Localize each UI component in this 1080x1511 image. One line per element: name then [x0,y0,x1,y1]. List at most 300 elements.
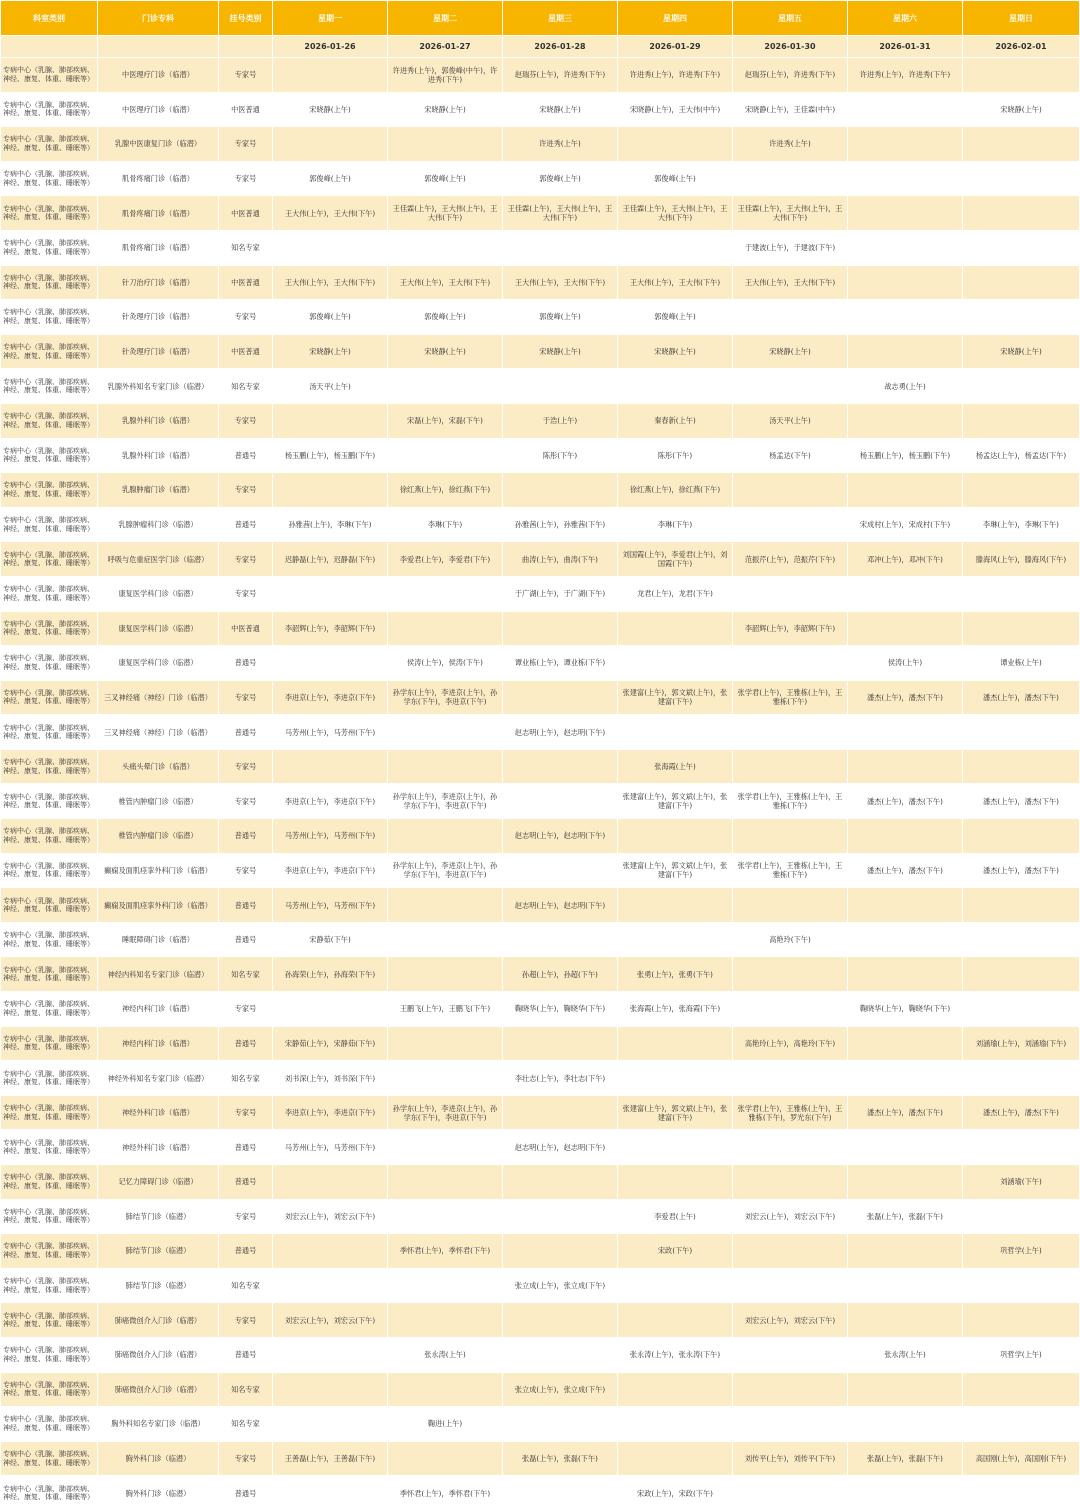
table-row [1,161,1080,196]
schedule-cell [963,611,1080,646]
schedule-cell: 孙海荣(上午)，孙海荣(下午) [273,957,388,992]
date-cell: 2026-01-27 [388,36,503,58]
schedule-cell: 王鹏飞(上午)，王鹏飞(下午) [388,992,503,1027]
registration-type-cell: 中医普通 [219,92,273,127]
schedule-cell: 张建富(上午)，郭文斌(上午)，张建富(下午) [618,1095,733,1130]
schedule-cell [848,1061,963,1096]
table-row [1,92,1080,127]
schedule-cell: 高艳玲(上午)，高艳玲(下午) [733,1026,848,1061]
schedule-cell [963,265,1080,300]
schedule-cell: 李琳(上午)，李琳(下午) [963,507,1080,542]
header-registration-type: 挂号类别 [219,1,273,36]
schedule-cell [848,715,963,750]
schedule-cell [273,1268,388,1303]
dept-category-cell: 专病中心（乳腺、肺部疾病、神经、康复、体重、睡眠等） [1,680,98,715]
schedule-cell: 王大伟(上午)，王大伟(下午) [503,265,618,300]
registration-type-cell: 专家号 [219,127,273,162]
table-row [1,403,1080,438]
date-cell: 2026-01-28 [503,36,618,58]
registration-type-cell: 中医普通 [219,611,273,646]
schedule-cell: 宋政(下午) [618,1234,733,1269]
schedule-cell: 孙学东(上午)，李进京(上午)，孙学东(下午)，李进京(下午) [388,680,503,715]
schedule-cell [273,1337,388,1372]
schedule-cell: 张学君(上午)，王雅栋(上午)，王雅栋(下午) [733,853,848,888]
schedule-cell [618,922,733,957]
schedule-cell [388,1441,503,1476]
schedule-cell: 孙雅茜(上午)，李琳(下午) [273,507,388,542]
schedule-cell [733,576,848,611]
dept-category-cell: 专病中心（乳腺、肺部疾病、神经、康复、体重、睡眠等） [1,1130,98,1165]
schedule-cell [273,127,388,162]
schedule-cell: 孙学东(上午)，李进京(上午)，孙学东(下午)，李进京(下午) [388,1095,503,1130]
table-row [1,507,1080,542]
schedule-cell: 于广湖(上午)，于广湖(下午) [503,576,618,611]
dept-category-cell: 专病中心（乳腺、肺部疾病、神经、康复、体重、睡眠等） [1,1337,98,1372]
schedule-cell [848,1130,963,1165]
dept-category-cell: 专病中心（乳腺、肺部疾病、神经、康复、体重、睡眠等） [1,1476,98,1511]
dept-category-cell: 专病中心（乳腺、肺部疾病、神经、康复、体重、睡眠等） [1,888,98,923]
schedule-cell [388,749,503,784]
registration-type-cell: 知名专家 [219,1061,273,1096]
schedule-cell [503,1199,618,1234]
schedule-cell [733,507,848,542]
schedule-cell [388,1303,503,1338]
registration-type-cell: 专家号 [219,853,273,888]
schedule-cell [273,1372,388,1407]
dept-category-cell: 专病中心（乳腺、肺部疾病、神经、康复、体重、睡眠等） [1,369,98,404]
schedule-cell [963,922,1080,957]
schedule-cell [503,473,618,508]
registration-type-cell: 普通号 [219,819,273,854]
registration-type-cell: 专家号 [219,542,273,577]
schedule-cell [273,403,388,438]
schedule-cell [733,819,848,854]
schedule-cell: 陈彤(下午) [503,438,618,473]
schedule-cell: 孙学东(上午)，李进京(上午)，孙学东(下午)，李进京(下午) [388,853,503,888]
dept-category-cell: 专病中心（乳腺、肺部疾病、神经、康复、体重、睡眠等） [1,58,98,93]
table-row [1,1199,1080,1234]
schedule-cell: 徐红燕(上午)，徐红燕(下午) [618,473,733,508]
schedule-cell: 王佳霖(上午)，王大伟(上午)，王大伟(下午) [618,196,733,231]
schedule-cell: 张建富(上午)，郭文斌(上午)，张建富(下午) [618,784,733,819]
schedule-cell [388,1026,503,1061]
registration-type-cell: 专家号 [219,161,273,196]
schedule-cell [848,196,963,231]
schedule-cell: 侯涛(上午)，侯涛(下午) [388,646,503,681]
schedule-cell [733,1476,848,1511]
registration-type-cell: 专家号 [219,576,273,611]
schedule-cell: 张海霞(上午)，张海霞(下午) [618,992,733,1027]
schedule-cell [963,369,1080,404]
clinic-cell: 神经外科门诊（临潜） [98,1095,219,1130]
schedule-cell [848,92,963,127]
schedule-cell [388,957,503,992]
table-row [1,1268,1080,1303]
schedule-cell: 刘宏云(上午)，刘宏云(下午) [273,1303,388,1338]
schedule-cell [618,1303,733,1338]
dept-category-cell: 专病中心（乳腺、肺部疾病、神经、康复、体重、睡眠等） [1,1268,98,1303]
schedule-cell [388,1199,503,1234]
schedule-cell: 王大伟(上午)，王大伟(下午) [273,265,388,300]
schedule-cell: 许进秀(上午) [503,127,618,162]
registration-type-cell: 普通号 [219,1130,273,1165]
dept-category-cell: 专病中心（乳腺、肺部疾病、神经、康复、体重、睡眠等） [1,784,98,819]
registration-type-cell: 专家号 [219,749,273,784]
schedule-cell: 杨玉鹏(上午)，杨玉鹏(下午) [273,438,388,473]
schedule-cell: 刘涵瑜(下午) [963,1165,1080,1200]
schedule-cell [618,1268,733,1303]
schedule-cell [273,1407,388,1442]
registration-type-cell: 知名专家 [219,1268,273,1303]
schedule-cell [848,576,963,611]
schedule-cell [503,1234,618,1269]
registration-type-cell: 知名专家 [219,230,273,265]
registration-type-cell: 普通号 [219,1337,273,1372]
schedule-cell [963,473,1080,508]
schedule-cell [963,1303,1080,1338]
schedule-cell [618,611,733,646]
table-header [1,1,1080,36]
registration-type-cell: 知名专家 [219,957,273,992]
schedule-cell: 孙雅茜(上午)，孙雅茜(下午) [503,507,618,542]
schedule-cell [273,646,388,681]
schedule-cell [733,473,848,508]
schedule-cell [503,853,618,888]
table-row [1,819,1080,854]
schedule-cell [963,819,1080,854]
schedule-cell [388,888,503,923]
schedule-cell [848,1234,963,1269]
schedule-cell [963,888,1080,923]
schedule-cell [848,265,963,300]
table-row [1,542,1080,577]
schedule-cell: 赵志明(上午)，赵志明(下午) [503,888,618,923]
dept-category-cell: 专病中心（乳腺、肺部疾病、神经、康复、体重、睡眠等） [1,334,98,369]
schedule-cell [848,1165,963,1200]
schedule-cell: 潘杰(上午)，潘杰(下午) [963,680,1080,715]
schedule-cell: 王佳霖(上午)，王大伟(上午)，王大伟(下午) [388,196,503,231]
schedule-cell [963,1476,1080,1511]
schedule-cell [733,1061,848,1096]
table-row [1,1095,1080,1130]
schedule-cell: 李韶辉(上午)，李韶辉(下午) [733,611,848,646]
schedule-cell [388,715,503,750]
schedule-cell: 于浩(上午) [503,403,618,438]
schedule-cell [963,127,1080,162]
schedule-cell [618,888,733,923]
date-cell-blank [219,36,273,58]
schedule-cell: 徐红燕(上午)，徐红燕(下午) [388,473,503,508]
schedule-cell [503,1303,618,1338]
schedule-cell [733,1130,848,1165]
schedule-cell [618,646,733,681]
dept-category-cell: 专病中心（乳腺、肺部疾病、神经、康复、体重、睡眠等） [1,1199,98,1234]
dept-category-cell: 专病中心（乳腺、肺部疾病、神经、康复、体重、睡眠等） [1,230,98,265]
schedule-cell: 王大伟(上午)，王大伟(下午) [273,196,388,231]
schedule-cell: 刘传平(上午)，刘传平(下午) [733,1441,848,1476]
schedule-cell: 张建富(上午)，郭文斌(上午)，张建富(下午) [618,853,733,888]
schedule-cell [963,300,1080,335]
table-row [1,300,1080,335]
schedule-cell: 鞠晓华(上午)，鞠晓华(下午) [848,992,963,1027]
schedule-cell [503,230,618,265]
table-row [1,230,1080,265]
schedule-cell: 王大伟(上午)，王大伟(下午) [618,265,733,300]
schedule-cell: 王佳霖(上午)，王大伟(上午)，王大伟(下午) [733,196,848,231]
schedule-cell: 李韶辉(上午)，李韶辉(下午) [273,611,388,646]
schedule-cell [273,749,388,784]
dept-category-cell: 专病中心（乳腺、肺部疾病、神经、康复、体重、睡眠等） [1,819,98,854]
table-row [1,1372,1080,1407]
schedule-cell [503,611,618,646]
schedule-cell [733,646,848,681]
schedule-cell: 巩哲学(上午) [963,1234,1080,1269]
schedule-cell [618,369,733,404]
schedule-cell [273,576,388,611]
schedule-cell: 季怀君(上午)，季怀君(下午) [388,1234,503,1269]
schedule-cell [388,438,503,473]
schedule-cell [733,888,848,923]
schedule-cell [618,1441,733,1476]
table-row [1,438,1080,473]
registration-type-cell: 专家号 [219,784,273,819]
schedule-cell [733,1337,848,1372]
clinic-cell: 肺癌微创介入门诊（临潜） [98,1372,219,1407]
date-cell: 2026-01-30 [733,36,848,58]
schedule-cell [618,1372,733,1407]
schedule-cell [388,369,503,404]
schedule-cell [388,1130,503,1165]
clinic-cell: 康复医学科门诊（临潜） [98,611,219,646]
schedule-cell: 李进京(上午)，李进京(下午) [273,1095,388,1130]
registration-type-cell: 中医普通 [219,265,273,300]
schedule-cell [503,680,618,715]
table-row [1,680,1080,715]
schedule-cell [963,957,1080,992]
table-row [1,646,1080,681]
table-row [1,265,1080,300]
schedule-cell [618,715,733,750]
schedule-cell: 宋成村(上午)，宋成村(下午) [848,507,963,542]
schedule-cell: 宋静茹(下午) [273,922,388,957]
registration-type-cell: 专家号 [219,680,273,715]
clinic-cell: 神经内科门诊（临潜） [98,992,219,1027]
schedule-cell: 郭俊峰(上午) [273,161,388,196]
schedule-cell: 邓冲(上午)，邓冲(下午) [848,542,963,577]
schedule-cell [963,715,1080,750]
header-tuesday: 星期二 [388,1,503,36]
schedule-cell [963,1407,1080,1442]
schedule-cell [388,127,503,162]
registration-type-cell: 专家号 [219,992,273,1027]
table-row [1,58,1080,93]
clinic-cell: 针刀治疗门诊（临潜） [98,265,219,300]
schedule-cell: 李琳(下午) [618,507,733,542]
date-cell: 2026-01-31 [848,36,963,58]
table-row [1,784,1080,819]
dept-category-cell: 专病中心（乳腺、肺部疾病、神经、康复、体重、睡眠等） [1,611,98,646]
schedule-cell: 赵瑞芬(上午)，许进秀(下午) [503,58,618,93]
registration-type-cell: 专家号 [219,1199,273,1234]
schedule-cell: 宋晓静(上午) [273,92,388,127]
dept-category-cell: 专病中心（乳腺、肺部疾病、神经、康复、体重、睡眠等） [1,1407,98,1442]
clinic-cell: 椎管内肿瘤门诊（临潜） [98,784,219,819]
schedule-cell [848,749,963,784]
clinic-cell: 睡眠障碍门诊（临潜） [98,922,219,957]
schedule-cell [733,1165,848,1200]
schedule-cell: 张磊(上午)，张磊(下午) [848,1441,963,1476]
registration-type-cell: 普通号 [219,1026,273,1061]
registration-type-cell: 普通号 [219,1165,273,1200]
schedule-cell: 宋晓静(上午) [388,92,503,127]
table-row [1,853,1080,888]
dept-category-cell: 专病中心（乳腺、肺部疾病、神经、康复、体重、睡眠等） [1,1303,98,1338]
registration-type-cell: 专家号 [219,403,273,438]
registration-type-cell: 专家号 [219,1095,273,1130]
schedule-cell: 宋晓静(上午) [503,334,618,369]
clinic-cell: 中医理疗门诊（临潜） [98,92,219,127]
schedule-cell: 张海霞(上午) [618,749,733,784]
schedule-cell: 马芳州(上午)，马芳州(下午) [273,1130,388,1165]
dept-category-cell: 专病中心（乳腺、肺部疾病、神经、康复、体重、睡眠等） [1,1372,98,1407]
clinic-cell: 椎管内肿瘤门诊（临潜） [98,819,219,854]
schedule-cell: 李进京(上午)，李进京(下午) [273,853,388,888]
table-row [1,127,1080,162]
clinic-cell: 康复医学科门诊（临潜） [98,646,219,681]
dept-category-cell: 专病中心（乳腺、肺部疾病、神经、康复、体重、睡眠等） [1,265,98,300]
header-monday: 星期一 [273,1,388,36]
schedule-cell: 刘宏云(上午)，刘宏云(下午) [733,1199,848,1234]
dept-category-cell: 专病中心（乳腺、肺部疾病、神经、康复、体重、睡眠等） [1,715,98,750]
schedule-cell: 巩哲学(上午) [963,1337,1080,1372]
schedule-cell: 侯涛(上午) [848,646,963,681]
date-cell: 2026-01-29 [618,36,733,58]
schedule-cell: 李进京(上午)，李进京(下午) [273,680,388,715]
schedule-cell: 张立成(上午)，张立成(下午) [503,1372,618,1407]
schedule-cell [273,58,388,93]
schedule-cell [733,992,848,1027]
schedule-cell: 李进京(上午)，李进京(下午) [273,784,388,819]
schedule-cell [963,161,1080,196]
registration-type-cell: 普通号 [219,507,273,542]
schedule-cell: 郭俊峰(上午) [273,300,388,335]
schedule-cell [618,819,733,854]
schedule-cell: 刘书深(上午)，刘书深(下午) [273,1061,388,1096]
schedule-cell [848,1026,963,1061]
table-row [1,1441,1080,1476]
clinic-cell: 乳腺中医康复门诊（临潜） [98,127,219,162]
clinic-cell: 头痛头晕门诊（临潜） [98,749,219,784]
table-row [1,1234,1080,1269]
table-row [1,1337,1080,1372]
schedule-cell: 于建波(上午)，于建波(下午) [733,230,848,265]
table-row [1,1165,1080,1200]
header-thursday: 星期四 [618,1,733,36]
schedule-cell [273,1165,388,1200]
schedule-cell: 张永涛(上午) [388,1337,503,1372]
dept-category-cell: 专病中心（乳腺、肺部疾病、神经、康复、体重、睡眠等） [1,542,98,577]
table-row [1,715,1080,750]
registration-type-cell: 普通号 [219,922,273,957]
dept-category-cell: 专病中心（乳腺、肺部疾病、神经、康复、体重、睡眠等） [1,749,98,784]
schedule-cell: 张学君(上午)，王雅栋(上午)，王雅栋(下午) [733,680,848,715]
registration-type-cell: 中医普通 [219,334,273,369]
schedule-cell [848,127,963,162]
clinic-cell: 癫痫及面肌痉挛外科门诊（临潜） [98,888,219,923]
schedule-cell: 曲涛(上午)，曲涛(下午) [503,542,618,577]
schedule-cell: 李壮志(上午)，李壮志(下午) [503,1061,618,1096]
schedule-cell: 李爱君(上午) [618,1199,733,1234]
schedule-cell: 郭俊峰(上午) [388,161,503,196]
schedule-cell: 潘杰(上午)，潘杰(下午) [963,1095,1080,1130]
schedule-cell: 宋晓静(上午)，王大伟(中午) [618,92,733,127]
schedule-cell: 汤天平(上午) [273,369,388,404]
schedule-cell: 鞠晓华(上午)，鞠晓华(下午) [503,992,618,1027]
schedule-cell [963,1061,1080,1096]
schedule-cell [273,473,388,508]
registration-type-cell: 专家号 [219,473,273,508]
schedule-cell [848,473,963,508]
schedule-cell: 潘杰(上午)，潘杰(下午) [848,680,963,715]
schedule-cell: 张永涛(上午) [848,1337,963,1372]
schedule-cell: 郭俊峰(上午) [503,161,618,196]
schedule-cell [503,1476,618,1511]
schedule-cell [848,888,963,923]
schedule-cell [388,819,503,854]
schedule-cell [618,1130,733,1165]
table-row [1,922,1080,957]
schedule-cell: 刘国霞(上午)，李爱君(上午)，刘国霞(下午) [618,542,733,577]
schedule-cell: 宋磊(上午)，宋磊(下午) [388,403,503,438]
schedule-cell [733,369,848,404]
table-body [1,36,1080,1511]
dept-category-cell: 专病中心（乳腺、肺部疾病、神经、康复、体重、睡眠等） [1,1061,98,1096]
clinic-cell: 神经内科门诊（临潜） [98,1026,219,1061]
schedule-cell: 范振芹(上午)，范振芹(下午) [733,542,848,577]
schedule-cell [733,1268,848,1303]
schedule-cell: 宋晓静(上午) [273,334,388,369]
schedule-cell: 杨孟达(上午)，杨孟达(下午) [963,438,1080,473]
clinic-cell: 乳腺外科门诊（临潜） [98,403,219,438]
schedule-cell: 刘宏云(上午)，刘宏云(下午) [733,1303,848,1338]
clinic-cell: 乳腺肿瘤门诊（临潜） [98,473,219,508]
schedule-cell [733,957,848,992]
schedule-cell [733,300,848,335]
registration-type-cell: 知名专家 [219,369,273,404]
schedule-cell [848,300,963,335]
table-row [1,749,1080,784]
registration-type-cell: 中医普通 [219,196,273,231]
schedule-cell [963,992,1080,1027]
schedule-cell: 张勇(上午)，张勇(下午) [618,957,733,992]
schedule-cell [848,819,963,854]
schedule-cell: 张磊(上午)，张磊(下午) [848,1199,963,1234]
schedule-cell [273,1234,388,1269]
schedule-cell [388,611,503,646]
clinic-cell: 三叉神经痛（神经）门诊（临潜） [98,715,219,750]
header-dept-category: 科室类别 [1,1,98,36]
schedule-cell [733,1407,848,1442]
schedule-cell: 张学君(上午)，王雅栋(上午)，王雅栋(下午)，罗光东(下午) [733,1095,848,1130]
dept-category-cell: 专病中心（乳腺、肺部疾病、神经、康复、体重、睡眠等） [1,1095,98,1130]
schedule-cell [848,1372,963,1407]
table-row [1,1476,1080,1511]
schedule-cell [848,1268,963,1303]
date-row [1,36,1080,58]
schedule-cell: 马芳州(上午)，马芳州(下午) [273,888,388,923]
schedule-cell: 谭业栋(上午) [963,646,1080,681]
schedule-cell: 孙学东(上午)，李进京(上午)，孙学东(下午)，李进京(下午) [388,784,503,819]
